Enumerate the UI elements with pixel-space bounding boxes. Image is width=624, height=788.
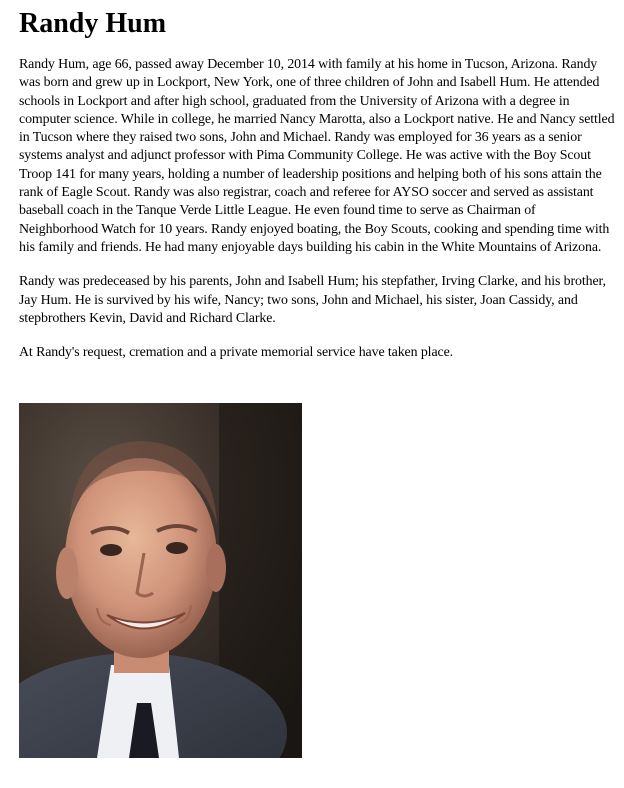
left-ear <box>56 547 78 599</box>
obituary-paragraph-biography: Randy Hum, age 66, passed away December 10, 2014 with family at his home in Tucson, Arizona. Randy was born and grew up in Lockport, New York, one of three children of John and Isabell Hum. He attended schools in Lockport and after high school, graduated from the University of Arizona with a degree in computer science. While in college, he married Nancy Marotta, also a Lockport native. He and Nancy settled in Tucson where they raised two sons, John and Michael. Randy was employed for 36 years as a senior systems analyst and adjunct professor with Pima Community College. He was active with the Boy Scout Troop 141 for many years, holding a number of leadership positions and helping both of his sons attain the rank of Eagle Scout. Randy was also registrar, coach and referee for AYSO soccer and served as assistant baseball coach in the Tanque Verde Little League. He even found time to serve as Chairman of Neighborhood Watch for 10 years. Randy enjoyed boating, the Boy Scouts, cooking and spending time with his family and friends. He had many enjoyable days building his cabin in the White Mountains of Arizona. <box>19 57 615 255</box>
obituary-article <box>19 8 615 378</box>
right-eye <box>166 542 188 554</box>
portrait-illustration <box>19 403 302 758</box>
obituary-paragraph-service: At Randy's request, cremation and a private memorial service have taken place. <box>19 345 454 361</box>
portrait-photo <box>19 403 302 758</box>
right-ear <box>206 544 226 592</box>
obituary-title: Randy Hum <box>19 8 167 39</box>
obituary-paragraph-family: Randy was predeceased by his parents, John and Isabell Hum; his stepfather, Irving Clarke, and his brother, Jay Hum. He is survived by his wife, Nancy; two sons, John and Michael, his sister, Joan Cassidy, and stepbrothers Kevin, David and Richard Clarke. <box>19 274 606 326</box>
left-eye <box>100 544 122 556</box>
